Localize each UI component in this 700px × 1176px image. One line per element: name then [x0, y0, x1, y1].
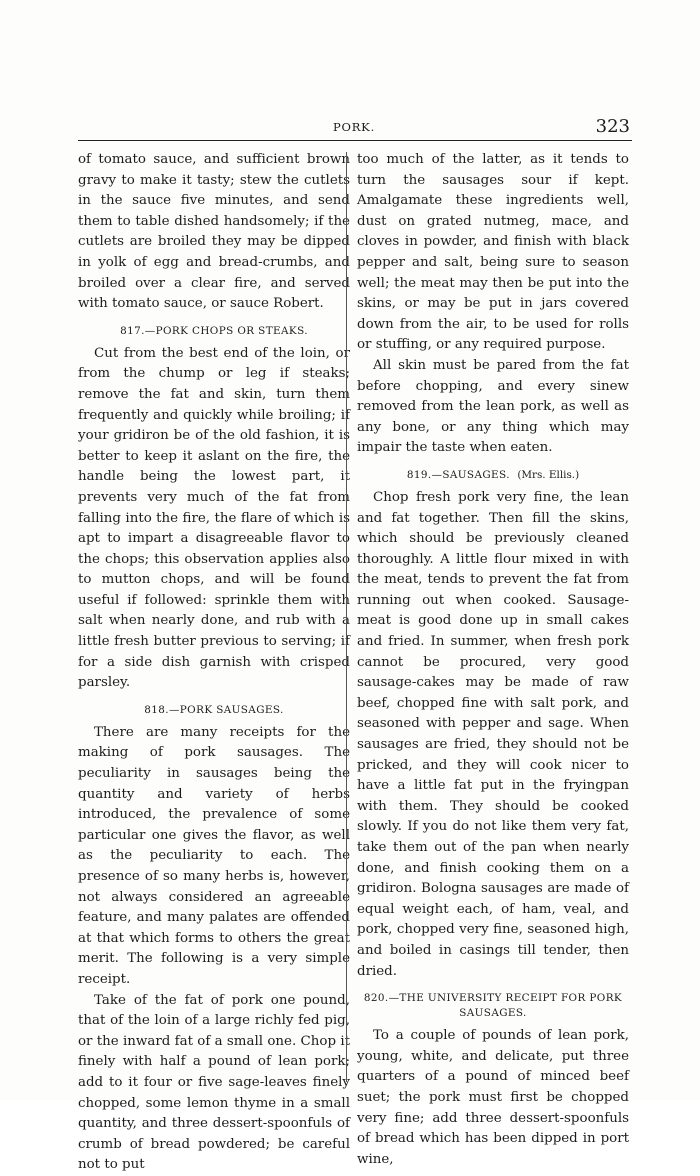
paragraph-skin-note: All skin must be pared from the fat before chopping, and every sinew removed from the lean pork, as well as any bone, or any thing which may impair the taste when eaten.	[357, 357, 629, 456]
page-header	[78, 116, 630, 140]
recipe-author: (Mrs. Ellis.)	[517, 468, 580, 481]
paragraph-university-receipt: To a couple of pounds of lean pork, young, white, and delicate, put three quarters of a pound of minced beef suet; the pork must first be chopped very fine; add three dessert-spoonfuls of bread which has been dipped in port wine,	[357, 1028, 629, 1167]
paragraph-sausage-intro: There are many receipts for the making of pork sausages. The peculiarity in sausages being the quantity and variety of herbs introduced, the prevalence of some particular one gives the flavor, as well as the peculiarity to each. The presence of so many herbs is, however, not always considered an agreeable feature, and many palates are offended at that which forms to others the great merit. The following is a very simple receipt.	[78, 724, 350, 987]
recipe-heading-819-title: 819.—SAUSAGES.	[406, 468, 510, 481]
header-rule	[78, 140, 632, 141]
recipe-heading-818: 818.—PORK SAUSAGES.	[144, 703, 284, 716]
paragraph-sausage-method: Take of the fat of pork one pound, that of the loin of a large richly fed pig, or the inward fat of a small one. Chop it finely with half a pound of lean pork; add to it four or five sage-leaves finely chopped, some lemon thyme in a small quantity, and three dessert-spoonfuls of crumb of bread powdered; be careful not to put	[78, 992, 350, 1173]
right-column	[357, 150, 629, 1170]
paragraph-sausage-method-continued: too much of the latter, as it tends to turn the sausages sour if kept. Amalgamate these ingredients well, dust on grated nutmeg, mace, and cloves in powder, and finish with black pepper and salt, being sure to season well; the meat may then be put into the skins, or may be put in jars covered down from the air, to be used for rolls or stuffing, or any required purpose.	[357, 152, 629, 353]
page-number: 323	[595, 116, 630, 137]
paragraph-cutlets-continued: of tomato sauce, and sufficient brown gravy to make it tasty; stew the cutlets in the sauce five minutes, and send them to table dished handsomely; if the cutlets are broiled they may be dipped in yolk of egg and bread-crumbs, and broiled over a clear fire, and served with tomato sauce, or sauce Robert.	[78, 152, 350, 312]
paragraph-sausages-ellis: Chop fresh pork very fine, the lean and fat together. Then fill the skins, which should be previously cleaned thoroughly. A little flour mixed in with the meat, tends to prevent the fat from running out when cooked. Sausage-meat is good done up in small cakes and fried. In summer, when fresh pork cannot be procured, very good sausage-cakes may be made of raw beef, chopped fine with salt pork, and seasoned with pepper and sage. When sausages are fried, they should not be pricked, and they will cook nicer to have a little fat put in the fryingpan with them. They should be cooked slowly. If you do not like them very fat, take them out of the pan when nearly done, and finish cooking them on a gridiron. Bologna sausages are made of equal weight each, of ham, veal, and pork, chopped very fine, seasoned high, and boiled in casings till tender, then dried.	[357, 489, 629, 979]
column-divider	[346, 152, 347, 1082]
recipe-heading-820: 820.—THE UNIVERSITY RECEIPT FOR PORK SAUSAGES.	[363, 992, 623, 1020]
running-head: PORK.	[332, 120, 376, 134]
left-column	[78, 150, 350, 1176]
recipe-heading-817: 817.—PORK CHOPS OR STEAKS.	[120, 324, 308, 337]
recipe-heading-819	[357, 468, 629, 483]
paragraph-pork-chops: Cut from the best end of the loin, or from the chump or leg if steaks; remove the fat and skin, turn them frequently and quickly while broiling; if your gridiron be of the old fashion, it is better to keep it aslant on the fire, the handle being the lowest part, it prevents very much of the fat from falling into the fire, the flare of which is apt to impart a disagreeable flavor to the chops; this observation applies also to mutton chops, and will be found useful if followed: sprinkle them with salt when nearly done, and rub with a little fresh butter previous to serving; if for a side dish garnish with crisped parsley.	[78, 345, 350, 691]
